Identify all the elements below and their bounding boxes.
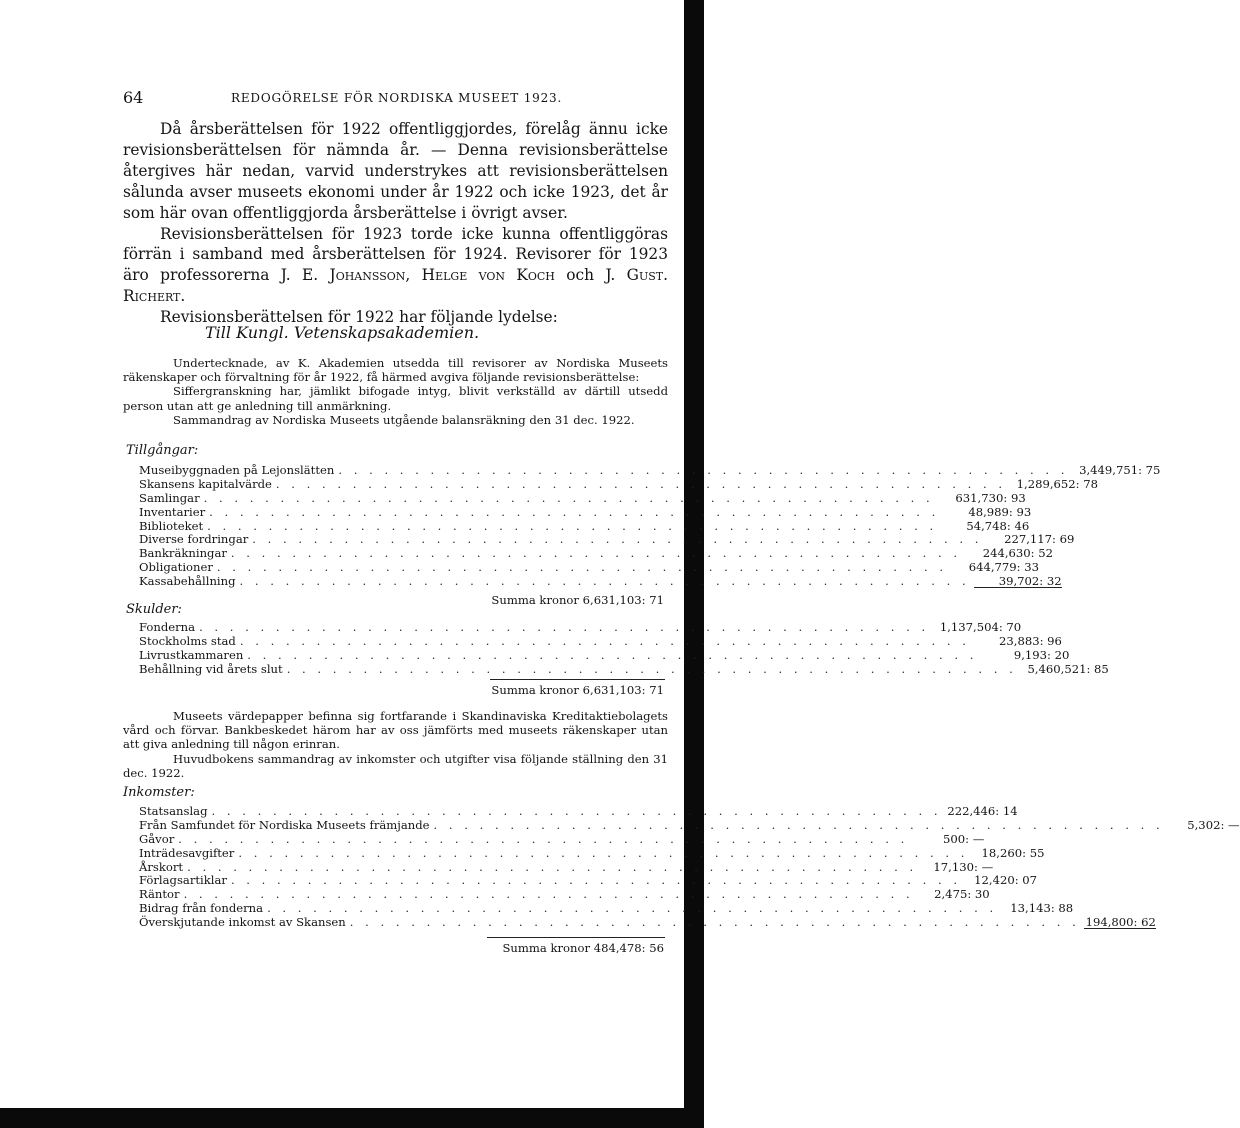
scan-border-bottom (0, 1108, 704, 1128)
leader-dots: . . . . . . . . . . . . . . . . . . . . . . . . . . . . . . . . . . . . . . . . . . . . . . . . (183, 887, 914, 902)
ledger-row (139, 873, 1038, 888)
report-text (123, 356, 668, 427)
ledger-row (139, 546, 1054, 561)
ledger-amount: 227,117: 69 (1004, 532, 1075, 547)
page-header (123, 88, 668, 108)
intro-p2-end: . (180, 287, 186, 306)
ledger-label: Skansens kapitalvärde (139, 476, 272, 491)
ledger-row (139, 620, 1022, 634)
ledger-label: Museibyggnaden på Lejonslätten (139, 463, 335, 477)
ledger-amount: 54,748: 46 (966, 518, 1030, 533)
ledger-label: Obligationer (139, 560, 213, 575)
report-paragraph-3: Sammandrag av Nordiska Museets utgående balansräkning den 31 dec. 1922. (173, 412, 635, 427)
ledger-row (139, 887, 990, 902)
ledger-row (139, 574, 1062, 589)
intro-paragraph-2 (123, 224, 668, 308)
ledger-amount: 9,193: 20 (1013, 647, 1070, 662)
ledger-label: Från Samfundet för Nordiska Museets främjande (139, 817, 430, 832)
ledger-label: Kassabehållning (139, 574, 236, 589)
ledger-amount: 194,800: 62 (1085, 915, 1156, 930)
ledger-amount: 5,302: — (1187, 817, 1240, 832)
ledger-amount: 17,130: — (933, 859, 994, 874)
intro-p2-start: Revisionsberättelsen för 1923 torde icke kunna offentliggöras förrän i samband med årsberättelsen för 1924. Revisorer för 1923 äro professorerna (123, 224, 668, 285)
report2-paragraph-1: Museets värdepapper befinna sig fortfarande i Skandinaviska Kreditaktiebolagets vård och förvar. Bankbeskedet härom har av oss jämförts med museets räkenskaper utan att giva anledning till någon erinran. (123, 709, 668, 752)
leader-dots: . . . . . . . . . . . . . . . . . . . . . . . . . . . . . . . . . . . . . . . . . . . . . . . . (239, 633, 970, 648)
report-paragraph-2: Siffergranskning har, jämlikt bifogade intyg, blivit verkställd av därtill utsedd person utan att ge anledning till anmärkning. (123, 384, 668, 413)
ledger-label: Behållning vid årets slut (139, 661, 283, 676)
ledger-row (139, 817, 1240, 832)
leader-dots: . . . . . . . . . . . . . . . . . . . . . . . . . . . . . . . . . . . . . . . . . . . . . . . . (199, 620, 930, 634)
ledger-row (139, 532, 1075, 547)
income-total: Summa kronor 484,478: 56 (502, 941, 664, 955)
leader-dots: . . . . . . . . . . . . . . . . . . . . . . . . . . . . . . . . . . . . . . . . . . . . . . . . (178, 831, 909, 846)
ledger-label: Livrustkammaren (139, 647, 244, 662)
ledger-amount: 5,460,521: 85 (1027, 661, 1109, 676)
debts-heading: Skulder: (126, 602, 182, 617)
page-number: 64 (123, 88, 144, 107)
ledger-amount: 12,420: 07 (974, 873, 1038, 888)
ledger-label: Samlingar (139, 490, 200, 505)
ledger-row (139, 560, 1040, 575)
debts-total: Summa kronor 6,631,103: 71 (491, 683, 664, 697)
leader-dots: . . . . . . . . . . . . . . . . . . . . . . . . . . . . . . . . . . . . . . . . . . . . . . . . (187, 859, 918, 874)
ledger-row (139, 915, 1156, 930)
ledger-amount: 3,449,751: 75 (1079, 463, 1161, 477)
ledger-label: Bidrag från fonderna (139, 901, 264, 916)
total-rule (487, 937, 665, 938)
leader-dots: . . . . . . . . . . . . . . . . . . . . . . . . . . . . . . . . . . . . . . . . . . . . . . . . (267, 901, 998, 916)
ledger-label: Bankräkningar (139, 546, 227, 561)
ledger-amount: 500: — (943, 831, 985, 846)
ledger-row (139, 845, 1045, 860)
leader-dots: . . . . . . . . . . . . . . . . . . . . . . . . . . . . . . . . . . . . . . . . . . . . . . . . (252, 532, 983, 547)
assets-total: Summa kronor 6,631,103: 71 (491, 593, 664, 607)
ledger-row (139, 804, 1018, 818)
ledger-row (139, 463, 1161, 477)
ledger-amount: 48,989: 93 (968, 504, 1032, 519)
ledger-row (139, 476, 1099, 491)
leader-dots: . . . . . . . . . . . . . . . . . . . . . . . . . . . . . . . . . . . . . . . . . . . . . . . . (433, 817, 1164, 832)
leader-dots: . . . . . . . . . . . . . . . . . . . . . . . . . . . . . . . . . . . . . . . . . . . . . . . . (238, 845, 969, 860)
ledger-label: Förlagsartiklar (139, 873, 227, 888)
total-rule (490, 679, 665, 680)
salutation: Till Kungl. Vetenskapsakademien. (205, 323, 480, 342)
leader-dots: . . . . . . . . . . . . . . . . . . . . . . . . . . . . . . . . . . . . . . . . . . . . . . . . (286, 661, 1017, 676)
ledger-label: Biblioteket (139, 518, 204, 533)
leader-dots: . . . . . . . . . . . . . . . . . . . . . . . . . . . . . . . . . . . . . . . . . . . . . . . . (230, 546, 962, 561)
ledger-row (139, 647, 1070, 662)
ledger-row (139, 518, 1030, 533)
ledger-row (139, 901, 1074, 916)
ledger-row (139, 504, 1032, 519)
assets-heading: Tillgångar: (126, 443, 199, 458)
leader-dots: . . . . . . . . . . . . . . . . . . . . . . . . . . . . . . . . . . . . . . . . . . . . . . . . (239, 574, 970, 589)
leader-dots: . . . . . . . . . . . . . . . . . . . . . . . . . . . . . . . . . . . . . . . . . . . . . . . . (230, 873, 962, 888)
ledger-amount: 39,702: 32 (974, 574, 1062, 588)
auditor-name-2: Helge von Koch (421, 266, 555, 285)
ledger-label: Fonderna (139, 620, 196, 634)
leader-dots: . . . . . . . . . . . . . . . . . . . . . . . . . . . . . . . . . . . . . . . . . . . . . . . . (247, 647, 978, 662)
ledger-row (139, 831, 985, 846)
income-ledger (139, 804, 1240, 930)
leader-dots: . . . . . . . . . . . . . . . . . . . . . . . . . . . . . . . . . . . . . . . . . . . . . . . . (349, 915, 1080, 930)
leader-dots: . . . . . . . . . . . . . . . . . . . . . . . . . . . . . . . . . . . . . . . . . . . . . . . . (207, 518, 938, 533)
debts-ledger (139, 620, 1109, 676)
leader-dots: . . . . . . . . . . . . . . . . . . . . . . . . . . . . . . . . . . . . . . . . . . . . . . . . (216, 560, 948, 575)
running-head: REDOGÖRELSE FÖR NORDISKA MUSEET 1923. (231, 91, 563, 105)
intro-sep-2: och (554, 266, 606, 285)
ledger-amount: 2,475: 30 (934, 887, 990, 902)
ledger-amount: 1,137,504: 70 (939, 620, 1022, 634)
ledger-row (139, 859, 994, 874)
report2-paragraph-2: Huvudbokens sammandrag av inkomster och utgifter visa följande ställning den 31 dec. 1922. (123, 751, 668, 780)
auditor-name-1: J. E. Johansson (280, 266, 406, 285)
ledger-label: Inventarier (139, 504, 206, 519)
intro-sep-1: , (405, 266, 422, 285)
ledger-amount: 644,779: 33 (968, 560, 1040, 575)
ledger-row (139, 633, 1062, 648)
intro-paragraph-1: Då årsberättelsen för 1922 offentliggjordes, förelåg ännu icke revisionsberättelsen för nämnda år. — Denna revisionsberättelse återgives här nedan, varvid understrykes att revisionsberättelsen sålunda avser museets ekonomi under år 1922 och icke 1923, det år som här ovan offentliggjorda årsberättelse i övrigt avser. (123, 120, 668, 222)
income-heading: Inkomster: (123, 785, 195, 800)
assets-ledger (139, 463, 1161, 589)
ledger-label: Inträdesavgifter (139, 845, 235, 860)
intro-paragraph-3: Revisionsberättelsen för 1922 har följande lydelse: (160, 308, 558, 327)
ledger-amount: 244,630: 52 (982, 546, 1054, 561)
ledger-label: Räntor (139, 887, 180, 902)
ledger-amount: 18,260: 55 (981, 845, 1045, 860)
ledger-label: Årskort (139, 859, 184, 874)
ledger-label: Överskjutande inkomst av Skansen (139, 915, 346, 930)
ledger-amount: 222,446: 14 (947, 804, 1018, 818)
leader-dots: . . . . . . . . . . . . . . . . . . . . . . . . . . . . . . . . . . . . . . . . . . . . . . . . (203, 490, 934, 505)
ledger-amount: 1,289,652: 78 (1016, 476, 1099, 491)
leader-dots: . . . . . . . . . . . . . . . . . . . . . . . . . . . . . . . . . . . . . . . . . . . . . . . . (211, 804, 942, 818)
leader-dots: . . . . . . . . . . . . . . . . . . . . . . . . . . . . . . . . . . . . . . . . . . . . . . . . (209, 504, 940, 519)
ledger-label: Stockholms stad (139, 633, 236, 648)
report-paragraph-1: Undertecknade, av K. Akademien utsedda till revisorer av Nordiska Museets räkenskaper och förvaltning för år 1922, få härmed avgiva följande revisionsberättelse: (123, 356, 668, 385)
ledger-amount: 23,883: 96 (999, 633, 1062, 648)
intro-text (123, 119, 668, 328)
ledger-label: Gåvor (139, 831, 175, 846)
ledger-amount: 13,143: 88 (1010, 901, 1074, 916)
leader-dots: . . . . . . . . . . . . . . . . . . . . . . . . . . . . . . . . . . . . . . . . . . . . . . . . (275, 476, 1007, 491)
ledger-label: Diverse fordringar (139, 532, 249, 547)
ledger-row (139, 661, 1109, 676)
ledger-amount: 631,730: 93 (955, 490, 1026, 505)
auditor-name-3: J. Gust. Richert (123, 266, 668, 306)
report-text-2 (123, 709, 668, 780)
ledger-label: Statsanslag (139, 804, 208, 818)
leader-dots: . . . . . . . . . . . . . . . . . . . . . . . . . . . . . . . . . . . . . . . . . . . . . . . . (338, 463, 1069, 477)
ledger-row (139, 490, 1026, 505)
